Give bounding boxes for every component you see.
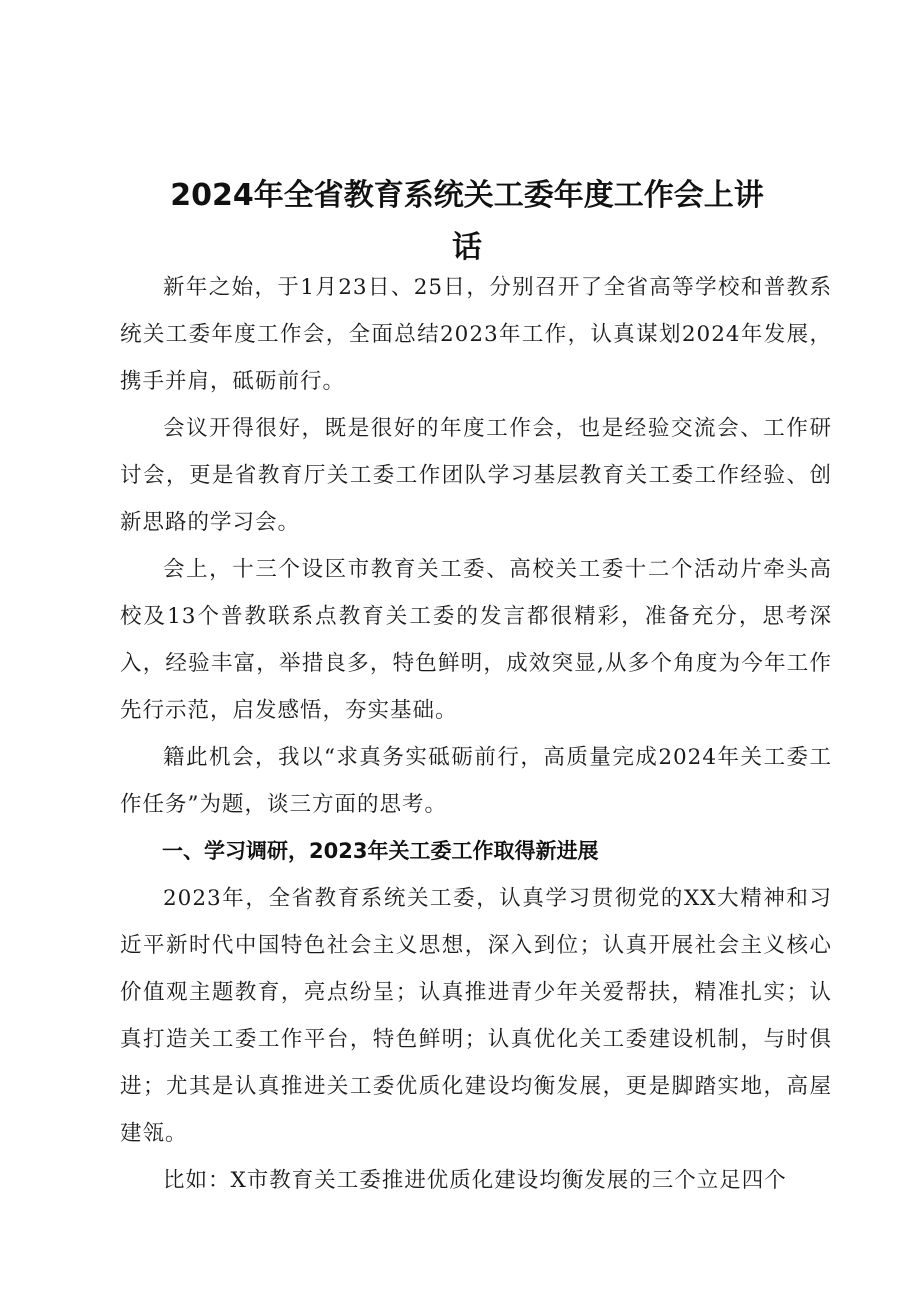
- paragraph-speeches: 会上，十三个设区市教育关工委、高校关工委十二个活动片牵头高校及13个普教联系点教育关工委的发言都很精彩，准备充分，思考深入，经验丰富，举措良多，特色鲜明，成效突显,从多个角度为今年工作先行示范，启发感悟，夯实基础。: [120, 557, 832, 723]
- paragraph-opening: 新年之始，于1月23日、25日，分别召开了全省高等学校和普教系统关工委年度工作会，全面总结2023年工作，认真谋划2024年发展，携手并肩，砥砺前行。: [120, 275, 832, 394]
- document-body: [120, 264, 832, 1204]
- paragraph-example: 比如：X市教育关工委推进优质化建设均衡发展的三个立足四个: [163, 1168, 787, 1193]
- document-title-line-2: 话: [452, 230, 482, 265]
- paragraph-meeting-evaluation: 会议开得很好，既是很好的年度工作会，也是经验交流会、工作研讨会，更是省教育厅关工委工作团队学习基层教育关工委工作经验、创新思路的学习会。: [120, 416, 832, 535]
- document-title-line-1: 2024年全省教育系统关工委年度工作会上讲: [170, 178, 764, 213]
- paragraph-topic: 籍此机会，我以“求真务实砥砺前行，高质量完成2024年关工委工作任务”为题，谈三方面的思考。: [120, 745, 832, 817]
- paragraph-2023-summary: 2023年，全省教育系统关工委，认真学习贯彻党的XX大精神和习近平新时代中国特色社会主义思想，深入到位；认真开展社会主义核心价值观主题教育，亮点纷呈；认真推进青少年关爱帮扶，精准扎实；认真打造关工委工作平台，特色鲜明；认真优化关工委建设机制，与时俱进；尤其是认真推进关工委优质化建设均衡发展，更是脚踏实地，高屋建瓴。: [120, 886, 832, 1146]
- section-heading-1: 一、学习调研，2023年关工委工作取得新进展: [162, 839, 599, 863]
